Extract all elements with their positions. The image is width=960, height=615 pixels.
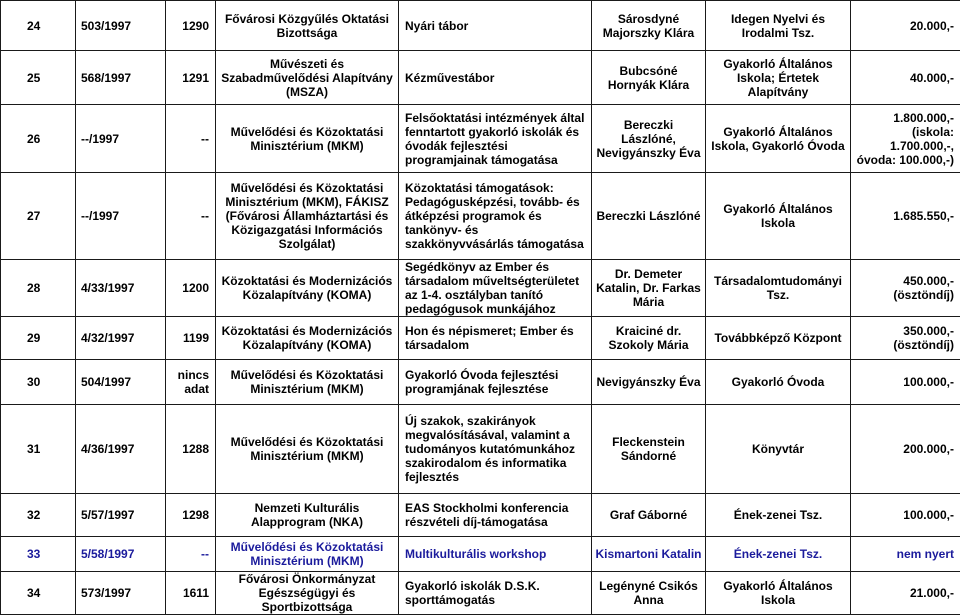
recipient-cell: Bereczki Lászlóné, Nevigyánszky Éva bbox=[592, 105, 706, 173]
table-row bbox=[1, 572, 960, 615]
table-row bbox=[1, 317, 960, 360]
row-number: 26 bbox=[1, 105, 76, 173]
funder-cell: Művelődési és Közoktatási Minisztérium (MKM) bbox=[216, 105, 399, 173]
registration-number: --/1997 bbox=[76, 105, 166, 173]
amount-cell: 21.000,- bbox=[851, 572, 960, 615]
recipient-cell: Kraiciné dr. Szokoly Mária bbox=[592, 317, 706, 360]
recipient-cell: Bereczki Lászlóné bbox=[592, 173, 706, 260]
institution-cell: Gyakorló Általános Iskola, Gyakorló Óvoda bbox=[706, 105, 851, 173]
institution-cell: Továbbképző Központ bbox=[706, 317, 851, 360]
purpose-cell: Közoktatási támogatások: Pedagógusképzési, tovább- és átképzési programok és tankönyv- és szakkönyvvásárlás támogatása bbox=[399, 173, 592, 260]
amount-cell: 200.000,- bbox=[851, 405, 960, 494]
file-number: -- bbox=[166, 537, 216, 572]
funder-cell: Művelődési és Közoktatási Minisztérium (MKM), FÁKISZ (Fővárosi Államháztartási és Közigazgatási Információs Szolgálat) bbox=[216, 173, 399, 260]
row-number: 34 bbox=[1, 572, 76, 615]
table-row bbox=[1, 173, 960, 260]
institution-cell: Ének-zenei Tsz. bbox=[706, 537, 851, 572]
purpose-cell: Kézművestábor bbox=[399, 51, 592, 105]
recipient-cell: Nevigyánszky Éva bbox=[592, 360, 706, 405]
amount-cell: 350.000,- (ösztöndíj) bbox=[851, 317, 960, 360]
institution-cell: Idegen Nyelvi és Irodalmi Tsz. bbox=[706, 1, 851, 51]
purpose-cell: Gyakorló iskolák D.S.K. sporttámogatás bbox=[399, 572, 592, 615]
table-row bbox=[1, 494, 960, 537]
file-number: -- bbox=[166, 173, 216, 260]
row-number: 27 bbox=[1, 173, 76, 260]
recipient-cell: Kismartoni Katalin bbox=[592, 537, 706, 572]
funder-cell: Nemzeti Kulturális Alapprogram (NKA) bbox=[216, 494, 399, 537]
institution-cell: Könyvtár bbox=[706, 405, 851, 494]
funder-cell: Közoktatási és Modernizációs Közalapítvány (KOMA) bbox=[216, 260, 399, 317]
recipient-cell: Fleckenstein Sándorné bbox=[592, 405, 706, 494]
registration-number: 573/1997 bbox=[76, 572, 166, 615]
file-number: 1298 bbox=[166, 494, 216, 537]
table-row bbox=[1, 405, 960, 494]
amount-cell: 40.000,- bbox=[851, 51, 960, 105]
registration-number: 503/1997 bbox=[76, 1, 166, 51]
file-number: 1290 bbox=[166, 1, 216, 51]
table-row bbox=[1, 260, 960, 317]
file-number: 1288 bbox=[166, 405, 216, 494]
table-row bbox=[1, 105, 960, 173]
table-row bbox=[1, 51, 960, 105]
row-number: 30 bbox=[1, 360, 76, 405]
registration-number: 5/57/1997 bbox=[76, 494, 166, 537]
table-body bbox=[1, 1, 960, 615]
file-number: 1200 bbox=[166, 260, 216, 317]
purpose-cell: Hon és népismeret; Ember és társadalom bbox=[399, 317, 592, 360]
recipient-cell: Legényné Csikós Anna bbox=[592, 572, 706, 615]
row-number: 31 bbox=[1, 405, 76, 494]
registration-number: 5/58/1997 bbox=[76, 537, 166, 572]
row-number: 29 bbox=[1, 317, 76, 360]
amount-cell: 20.000,- bbox=[851, 1, 960, 51]
purpose-cell: Nyári tábor bbox=[399, 1, 592, 51]
recipient-cell: Sárosdyné Majorszky Klára bbox=[592, 1, 706, 51]
table-row bbox=[1, 360, 960, 405]
registration-number: 4/33/1997 bbox=[76, 260, 166, 317]
recipient-cell: Dr. Demeter Katalin, Dr. Farkas Mária bbox=[592, 260, 706, 317]
funder-cell: Közoktatási és Modernizációs Közalapítvány (KOMA) bbox=[216, 317, 399, 360]
amount-cell: 1.800.000,- (iskola: 1.700.000,-, óvoda: 100.000,-) bbox=[851, 105, 960, 173]
file-number: -- bbox=[166, 105, 216, 173]
file-number: 1611 bbox=[166, 572, 216, 615]
institution-cell: Gyakorló Általános Iskola bbox=[706, 572, 851, 615]
institution-cell: Ének-zenei Tsz. bbox=[706, 494, 851, 537]
institution-cell: Társadalomtudományi Tsz. bbox=[706, 260, 851, 317]
table-row bbox=[1, 537, 960, 572]
amount-cell: 450.000,- (ösztöndíj) bbox=[851, 260, 960, 317]
file-number: nincs adat bbox=[166, 360, 216, 405]
row-number: 32 bbox=[1, 494, 76, 537]
funder-cell: Fővárosi Közgyűlés Oktatási Bizottsága bbox=[216, 1, 399, 51]
recipient-cell: Bubcsóné Hornyák Klára bbox=[592, 51, 706, 105]
file-number: 1199 bbox=[166, 317, 216, 360]
amount-cell: 100.000,- bbox=[851, 360, 960, 405]
row-number: 24 bbox=[1, 1, 76, 51]
funder-cell: Fővárosi Önkormányzat Egészségügyi és Sportbizottsága bbox=[216, 572, 399, 615]
row-number: 25 bbox=[1, 51, 76, 105]
amount-cell: nem nyert bbox=[851, 537, 960, 572]
purpose-cell: Felsőoktatási intézmények által fenntartott gyakorló iskolák és óvodák fejlesztési programjainak támogatása bbox=[399, 105, 592, 173]
recipient-cell: Graf Gáborné bbox=[592, 494, 706, 537]
institution-cell: Gyakorló Általános Iskola bbox=[706, 173, 851, 260]
registration-number: 4/32/1997 bbox=[76, 317, 166, 360]
row-number: 28 bbox=[1, 260, 76, 317]
purpose-cell: EAS Stockholmi konferencia részvételi díj-támogatása bbox=[399, 494, 592, 537]
purpose-cell: Új szakok, szakirányok megvalósításával, valamint a tudományos kutatómunkához szakirodalom és informatika fejlesztés bbox=[399, 405, 592, 494]
registration-number: --/1997 bbox=[76, 173, 166, 260]
purpose-cell: Gyakorló Óvoda fejlesztési programjának fejlesztése bbox=[399, 360, 592, 405]
funder-cell: Művelődési és Közoktatási Minisztérium (MKM) bbox=[216, 537, 399, 572]
funder-cell: Művelődési és Közoktatási Minisztérium (MKM) bbox=[216, 405, 399, 494]
amount-cell: 1.685.550,- bbox=[851, 173, 960, 260]
institution-cell: Gyakorló Általános Iskola; Értetek Alapítvány bbox=[706, 51, 851, 105]
purpose-cell: Multikulturális workshop bbox=[399, 537, 592, 572]
registration-number: 568/1997 bbox=[76, 51, 166, 105]
amount-cell: 100.000,- bbox=[851, 494, 960, 537]
registration-number: 504/1997 bbox=[76, 360, 166, 405]
row-number: 33 bbox=[1, 537, 76, 572]
funder-cell: Művészeti és Szabadművelődési Alapítvány (MSZA) bbox=[216, 51, 399, 105]
institution-cell: Gyakorló Óvoda bbox=[706, 360, 851, 405]
registration-number: 4/36/1997 bbox=[76, 405, 166, 494]
funder-cell: Művelődési és Közoktatási Minisztérium (MKM) bbox=[216, 360, 399, 405]
table-row bbox=[1, 1, 960, 51]
purpose-cell: Segédkönyv az Ember és társadalom műveltségterületet az 1-4. osztályban tanító pedagógusok munkájához bbox=[399, 260, 592, 317]
file-number: 1291 bbox=[166, 51, 216, 105]
